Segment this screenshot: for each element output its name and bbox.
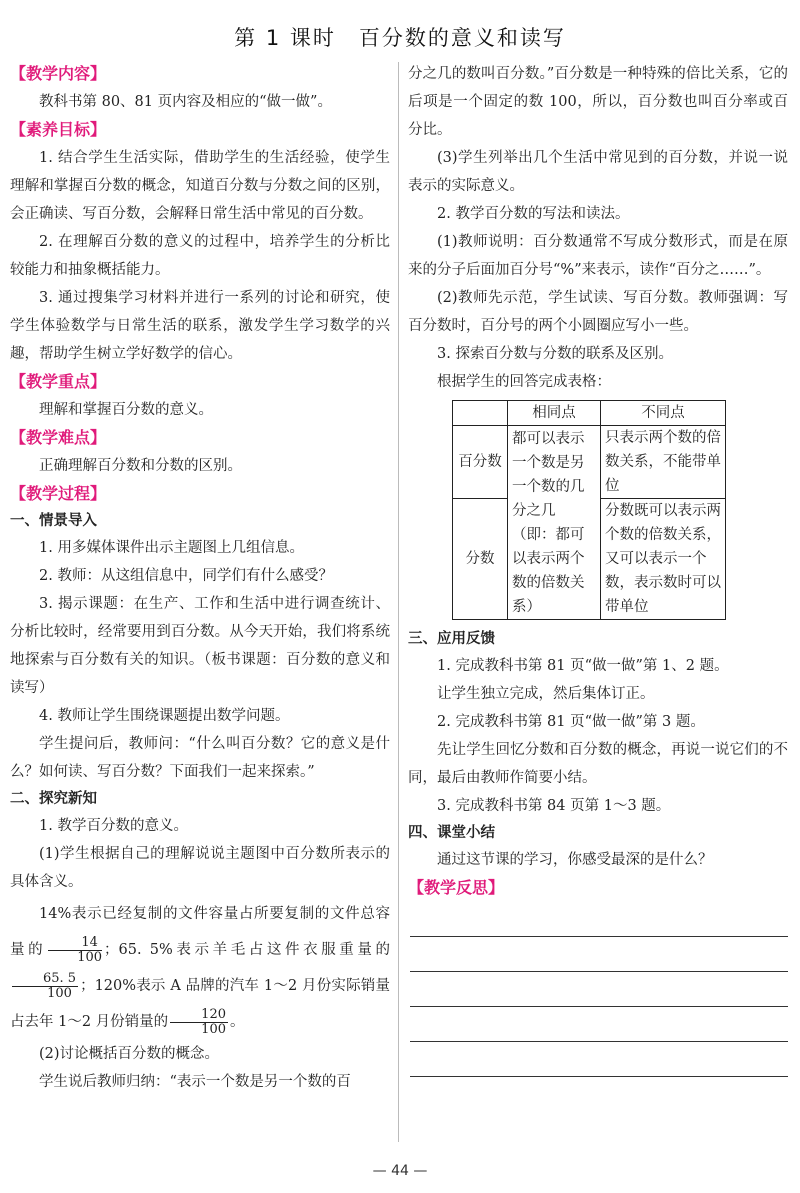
goal-3: 3. 通过搜集学习材料并进行一系列的讨论和研究，使学生体验数学与日常生活的联系，激发学生学习数学的兴趣，帮助学生树立学好数学的信心。 <box>10 290 390 362</box>
table-row-label-fraction: 分数 <box>453 499 508 620</box>
s1-item-1: 1. 用多媒体课件出示主题图上几组信息。 <box>39 540 304 556</box>
goal-2: 2. 在理解百分数的意义的过程中，培养学生的分析比较能力和抽象概括能力。 <box>10 234 390 278</box>
definition-continued: 分之几的数叫百分数。”百分数是一种特殊的倍比关系，它的后项是一个固定的数 100，所以，百分数也叫百分率或百分比。 <box>408 66 788 138</box>
table-header-row <box>453 401 726 426</box>
s2-item-1d: (3)学生列举出几个生活中常见到的百分数，并说一说表示的实际意义。 <box>408 150 788 194</box>
table-cell-diff-percent: 只表示两个数的倍数关系，不能带单位 <box>601 426 726 499</box>
example-text-a: 14%表示已经复制的文件容量占所要复制的文件总容量的 <box>10 906 390 958</box>
s1-item-5: 学生提问后，教师问：“什么叫百分数？它的意义是什么？如何读、写百分数？下面我们一起来探索。” <box>10 736 390 780</box>
comparison-table <box>452 400 726 620</box>
key-point-text: 理解和掌握百分数的意义。 <box>39 402 213 418</box>
table-corner-cell <box>453 401 508 426</box>
column-divider <box>398 62 399 1142</box>
page-number: — 44 — <box>372 1163 428 1179</box>
table-header-same: 相同点 <box>508 401 601 426</box>
heading-goals: 【素养目标】 <box>10 120 107 139</box>
s2-item-1c: 学生说后教师归纳：“表示一个数是另一个数的百 <box>39 1074 351 1090</box>
s3-item-1: 1. 完成教科书第 81 页“做一做”第 1、2 题。 <box>437 658 729 674</box>
heading-difficulty: 【教学难点】 <box>10 428 107 447</box>
fraction-2-numerator: 65. 5 <box>12 972 78 987</box>
writing-line <box>410 1007 788 1042</box>
fraction-1-denominator: 100 <box>77 949 103 965</box>
content-text: 教科书第 80、81 页内容及相应的“做一做”。 <box>39 94 332 110</box>
fraction-3-denominator: 100 <box>201 1021 226 1037</box>
goal-1: 1. 结合学生生活实际，借助学生的生活经验，使学生理解和掌握百分数的概念，知道百分数与分数之间的区别，会正确读、写百分数，会解释日常生活中常见的百分数。 <box>10 150 390 222</box>
section-1-title: 一、情景导入 <box>10 513 97 529</box>
heading-reflection: 【教学反思】 <box>408 878 505 897</box>
table-row-label-percent: 百分数 <box>453 426 508 499</box>
table-row <box>453 426 726 499</box>
reflection-lines <box>408 902 788 1077</box>
s3-item-1b: 让学生独立完成，然后集体订正。 <box>437 686 655 702</box>
s3-item-3: 3. 完成教科书第 84 页第 1～3 题。 <box>437 798 671 814</box>
fraction-1 <box>48 936 102 965</box>
right-column <box>408 60 788 1077</box>
section-4-title: 四、课堂小结 <box>408 825 495 841</box>
s2-item-1a: (1)学生根据自己的理解说说主题图中百分数所表示的具体含义。 <box>10 846 390 890</box>
left-column <box>10 60 390 1096</box>
s1-item-4: 4. 教师让学生围绕课题提出数学问题。 <box>39 708 290 724</box>
fraction-2 <box>12 972 78 1001</box>
difficulty-text: 正确理解百分数和分数的区别。 <box>39 458 242 474</box>
s2-item-1b: (2)讨论概括百分数的概念。 <box>39 1046 220 1062</box>
table-header-diff: 不同点 <box>601 401 726 426</box>
writing-line <box>410 902 788 937</box>
s2-item-1: 1. 教学百分数的意义。 <box>39 818 188 834</box>
s4-item-1: 通过这节课的学习，你感受最深的是什么？ <box>437 852 713 868</box>
s3-item-2: 2. 完成教科书第 81 页“做一做”第 3 题。 <box>437 714 705 730</box>
example-paragraph <box>10 896 390 1040</box>
s2-item-2a: (1)教师说明：百分数通常不写成分数形式，而是在原来的分子后面加百分号“%”来表示，读作“百分之……”。 <box>408 234 788 278</box>
section-2-title: 二、探究新知 <box>10 791 97 807</box>
table-intro: 根据学生的回答完成表格： <box>437 374 611 390</box>
s2-item-2b: (2)教师先示范，学生试读、写百分数。教师强调：写百分数时，百分号的两个小圆圈应写小一些。 <box>408 290 788 334</box>
s1-item-2: 2. 教师：从这组信息中，同学们有什么感受？ <box>39 568 333 584</box>
heading-process: 【教学过程】 <box>10 484 107 503</box>
fraction-2-denominator: 100 <box>47 985 72 1001</box>
heading-key-point: 【教学重点】 <box>10 372 107 391</box>
s1-item-3: 3. 揭示课题：在生产、工作和生活中进行调查统计、分析比较时，经常要用到百分数。从今天开始，我们将系统地探索与百分数有关的知识。（板书课题：百分数的意义和读写） <box>10 596 390 696</box>
writing-line <box>410 1042 788 1077</box>
fraction-3-numerator: 120 <box>170 1008 228 1023</box>
s2-item-3: 3. 探索百分数与分数的联系及区别。 <box>437 346 673 362</box>
example-text-d: 。 <box>230 1014 245 1030</box>
fraction-1-numerator: 14 <box>48 936 102 951</box>
s2-item-2: 2. 教学百分数的写法和读法。 <box>437 206 630 222</box>
heading-content: 【教学内容】 <box>10 64 107 83</box>
example-text-b: ；65. 5%表示羊毛占这件衣服重量的 <box>104 942 391 958</box>
section-3-title: 三、应用反馈 <box>408 631 495 647</box>
fraction-3 <box>170 1008 228 1037</box>
writing-line <box>410 972 788 1007</box>
writing-line <box>410 937 788 972</box>
table-cell-diff-fraction: 分数既可以表示两个数的倍数关系，又可以表示一个数，表示数时可以带单位 <box>601 499 726 620</box>
s3-item-2b: 先让学生回忆分数和百分数的概念，再说一说它们的不同，最后由教师作简要小结。 <box>408 742 788 786</box>
table-cell-same: 都可以表示一个数是另一个数的几分之几（即：都可以表示两个数的倍数关系） <box>508 426 601 620</box>
example-text-c: ；120%表示 A 品牌的汽车 1～2 月份实际销量占去年 1～2 月份销量的 <box>10 978 390 1030</box>
page-title: 第 1 课时 百分数的意义和读写 <box>234 26 566 50</box>
